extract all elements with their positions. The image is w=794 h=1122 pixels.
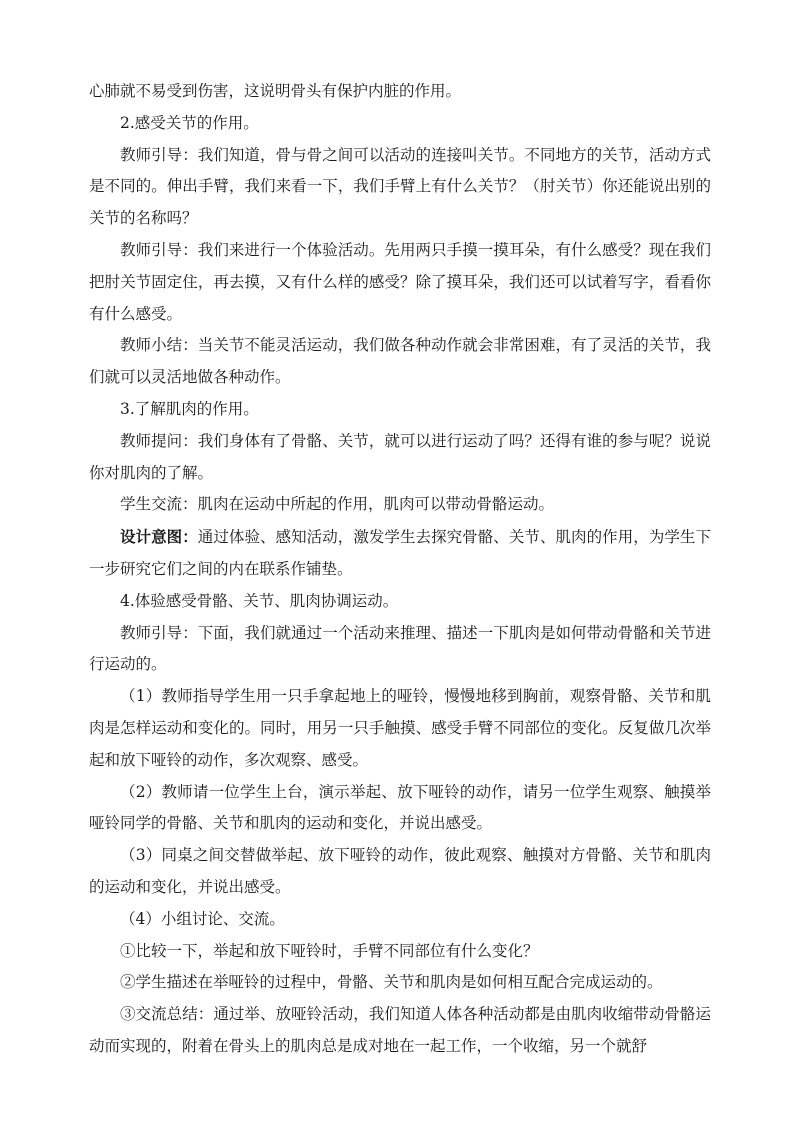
list-item: （3）同桌之间交替做举起、放下哑铃的动作，彼此观察、触摸对方骨骼、关节和肌肉的运动和变化，并说出感受。 — [89, 846, 711, 896]
design-intent-text: 通过体验、感知活动，激发学生去探究骨骼、关节、肌肉的作用，为学生下一步研究它们之间的内在联系作铺垫。 — [89, 528, 711, 578]
sub-list-item: ②学生描述在举哑铃的过程中，骨骼、关节和肌肉是如何相互配合完成运动的。 — [120, 973, 663, 992]
section-heading-joint: 2.感受关节的作用。 — [120, 113, 259, 132]
paragraph: 教师引导：我们来进行一个体验活动。先用两只手摸一摸耳朵，有什么感受？现在我们把肘关节固定住，再去摸，又有什么样的感受？除了摸耳朵，我们还可以试着写字，看看你有什么感受。 — [89, 240, 711, 323]
design-intent-paragraph — [89, 521, 711, 586]
design-intent-label: 设计意图： — [120, 527, 198, 547]
paragraph: 教师小结：当关节不能灵活运动，我们做各种动作就会非常困难，有了灵活的关节，我们就可以灵活地做各种动作。 — [89, 336, 711, 387]
document-body — [89, 76, 711, 1063]
section-heading-muscle: 3.了解肌肉的作用。 — [120, 399, 259, 418]
sub-list-item: ①比较一下，举起和放下哑铃时，手臂不同部位有什么变化？ — [120, 941, 539, 960]
sub-list-item: ③交流总结：通过举、放哑铃活动，我们知道人体各种活动都是由肌肉收缩带动骨骼运动而实现的，附着在骨头上的肌肉总是成对地在一起工作，一个收缩，另一个就舒 — [89, 1005, 711, 1055]
paragraph: 学生交流：肌肉在运动中所起的作用，肌肉可以带动骨骼运动。 — [120, 495, 555, 514]
paragraph: 教师提问：我们身体有了骨骼、关节，就可以进行运动了吗？还得有谁的参与呢？说说你对肌肉的了解。 — [89, 431, 711, 482]
paragraph: 教师引导：下面，我们就通过一个活动来推理、描述一下肌肉是如何带动骨骼和关节进行运动的。 — [89, 623, 711, 674]
list-item: （2）教师请一位学生上台，演示举起、放下哑铃的动作，请另一位学生观察、触摸举哑铃同学的骨骼、关节和肌肉的运动和变化，并说出感受。 — [89, 782, 711, 833]
list-item: （1）教师指导学生用一只手拿起地上的哑铃，慢慢地移到胸前，观察骨骼、关节和肌肉是怎样运动和变化的。同时，用另一只手触摸、感受手臂不同部位的变化。反复做几次举起和放下哑铃的动作，多次观察、感受。 — [89, 687, 711, 769]
paragraph: 教师引导：我们知道，骨与骨之间可以活动的连接叫关节。不同地方的关节，活动方式是不同的。伸出手臂，我们来看一下，我们手臂上有什么关节？（肘关节）你还能说出别的关节的名称吗？ — [89, 145, 711, 228]
list-item: （4）小组讨论、交流。 — [120, 909, 285, 928]
paragraph-continuation: 心肺就不易受到伤害，这说明骨头有保护内脏的作用。 — [89, 82, 462, 100]
section-heading-coordination: 4.体验感受骨骼、关节、肌肉协调运动。 — [120, 591, 399, 610]
